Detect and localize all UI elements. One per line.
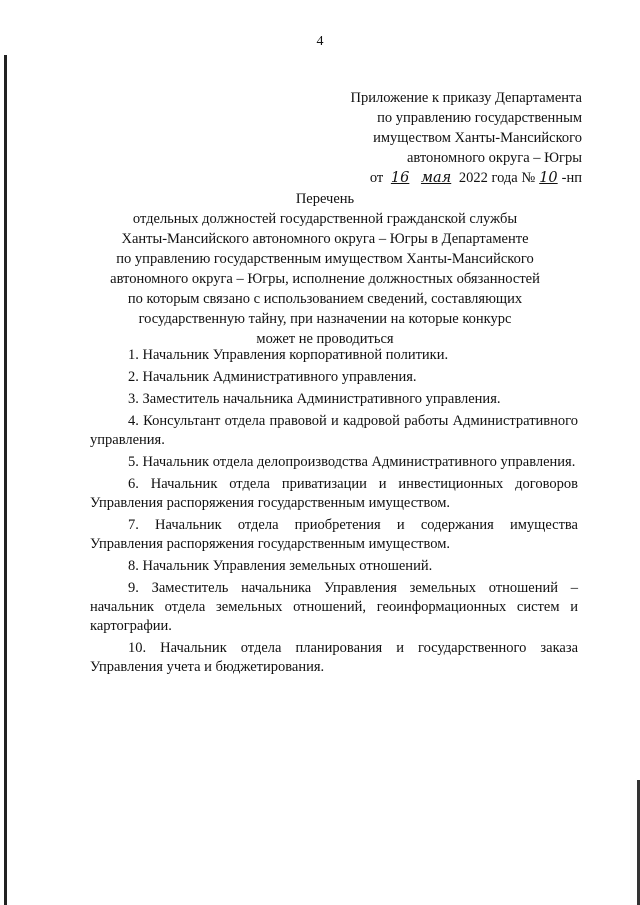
list-item: 2. Начальник Административного управления.: [128, 369, 417, 385]
title-line: по управлению государственным имуществом Ханты-Мансийского: [116, 251, 534, 267]
list-item: 5. Начальник отдела делопроизводства Административного управления.: [128, 454, 576, 470]
date-month-handwritten: мая: [420, 170, 452, 186]
appendix-date-line: [351, 168, 582, 188]
document-title: [100, 189, 550, 349]
date-year: 2022 года №: [458, 170, 536, 186]
positions-list: [90, 346, 578, 677]
appendix-line: по управлению государственным: [377, 110, 582, 126]
list-item: 9. Заместитель начальника Управления земельных отношений – начальник отдела земельных отношений, геоинформационных систем и картографии.: [90, 580, 578, 634]
list-item: 8. Начальник Управления земельных отношений.: [128, 558, 433, 574]
title-line: по которым связано с использованием сведений, составляющих: [127, 291, 523, 307]
list-item: 4. Консультант отдела правовой и кадровой работы Административного управления.: [90, 413, 578, 448]
list-item: 10. Начальник отдела планирования и государственного заказа Управления учета и бюджетирования.: [90, 640, 578, 675]
title-heading: Перечень: [295, 191, 355, 207]
list-item: 1. Начальник Управления корпоративной политики.: [128, 347, 449, 363]
appendix-line: Приложение к приказу Департамента: [350, 90, 582, 106]
list-item: 3. Заместитель начальника Административного управления.: [128, 391, 501, 407]
list-item: 7. Начальник отдела приобретения и содержания имущества Управления распоряжения государственным имуществом.: [90, 517, 578, 552]
page-number: 4: [316, 34, 324, 49]
date-day-handwritten: 16: [390, 170, 410, 186]
title-line: отдельных должностей государственной гражданской службы: [132, 211, 518, 227]
title-line: может не проводиться: [256, 331, 394, 347]
appendix-line: автономного округа – Югры: [406, 150, 582, 166]
title-line: Ханты-Мансийского автономного округа – Югры в Департаменте: [121, 231, 529, 247]
date-prefix: от: [369, 170, 384, 186]
scan-edge-left: [4, 55, 7, 905]
appendix-line: имуществом Ханты-Мансийского: [373, 130, 582, 146]
title-line: автономного округа – Югры, исполнение должностных обязанностей: [110, 271, 540, 287]
appendix-header: [351, 88, 582, 188]
order-number-handwritten: 10: [539, 170, 558, 186]
list-item: 6. Начальник отдела приватизации и инвестиционных договоров Управления распоряжения государственным имуществом.: [90, 476, 578, 511]
order-suffix: -нп: [561, 170, 582, 186]
title-line: государственную тайну, при назначении на которые конкурс: [138, 311, 512, 327]
